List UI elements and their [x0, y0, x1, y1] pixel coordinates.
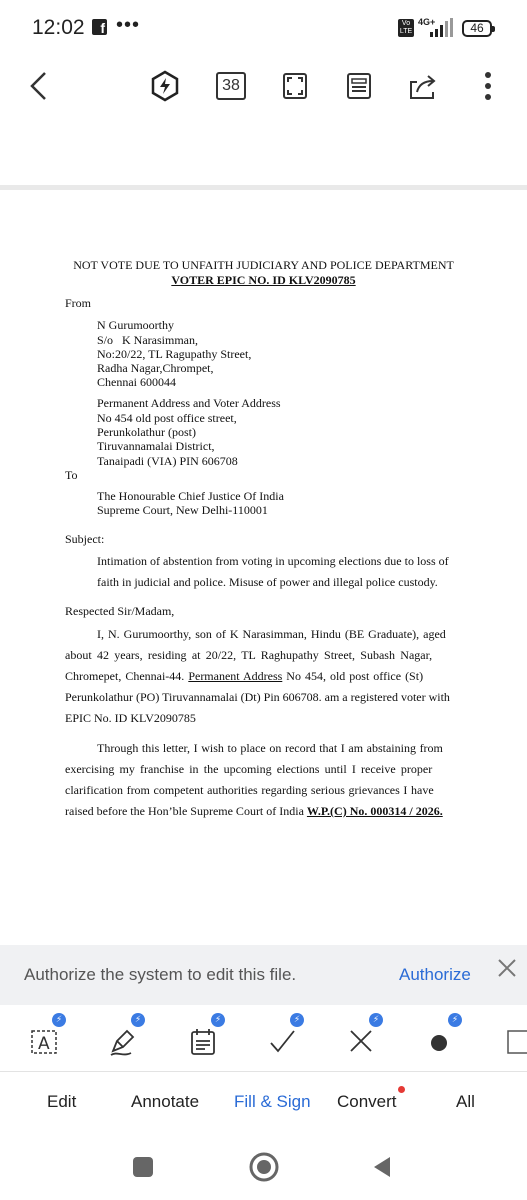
home-icon — [248, 1151, 280, 1183]
from-label: From — [65, 296, 92, 310]
salutation: Respected Sir/Madam, — [65, 604, 175, 618]
recipient-line: The Honourable Chief Justice Of India — [97, 489, 284, 503]
bottom-tabs — [0, 1071, 527, 1133]
lightning-badge-icon: ⚡ — [369, 1013, 383, 1027]
network-type: 4G+ — [418, 17, 436, 27]
sender-line: Chennai 600044 — [97, 375, 176, 389]
share-icon — [407, 72, 439, 100]
text-box-icon — [30, 1027, 60, 1057]
paragraph-text: raised before the Hon’ble Supreme Court of India — [65, 804, 304, 818]
cross-icon — [347, 1027, 377, 1057]
permanent-address-line: Tiruvannamalai District, — [97, 439, 215, 453]
back-button[interactable] — [18, 66, 58, 106]
more-notifications-icon: ••• — [116, 14, 141, 36]
dot-tool[interactable] — [414, 1015, 464, 1061]
tab-annotate[interactable]: Annotate — [131, 1092, 200, 1111]
sender-line: Radha Nagar,Chrompet, — [97, 361, 214, 375]
tab-convert[interactable]: Convert — [337, 1092, 397, 1111]
date-tool[interactable] — [177, 1015, 227, 1061]
paragraph-line — [65, 669, 423, 684]
permanent-address-line: Perunkolathur (post) — [97, 425, 196, 439]
page-count-button[interactable] — [211, 66, 251, 106]
paragraph-line: I, N. Gurumoorthy, son of K Narasimman, Hindu (BE Graduate), aged — [97, 627, 446, 641]
check-tool[interactable] — [256, 1015, 306, 1061]
lightning-badge-icon: ⚡ — [211, 1013, 225, 1027]
permanent-address-line: Permanent Address and Voter Address — [97, 396, 281, 410]
subject-line: Intimation of abstention from voting in upcoming elections due to loss of — [97, 554, 449, 568]
facebook-notification-icon: f — [92, 19, 107, 35]
subject-line: faith in judicial and police. Misuse of power and illegal police custody. — [97, 575, 438, 589]
box-icon — [506, 1027, 527, 1057]
ai-assistant-button[interactable] — [145, 66, 185, 106]
text-tool[interactable] — [18, 1015, 68, 1061]
cross-tool[interactable] — [335, 1015, 385, 1061]
tab-all[interactable]: All — [456, 1092, 475, 1111]
lightning-hexagon-icon — [150, 70, 180, 102]
paragraph-line: clarification from competent authorities regarding serious grievances I have — [65, 783, 434, 797]
lightning-badge-icon: ⚡ — [131, 1013, 145, 1027]
volte-icon: Vo LTE — [399, 20, 413, 35]
paragraph-line: Perunkolathur (PO) Tiruvannamalai (Dt) Pin 606708. am a registered voter with — [65, 690, 450, 704]
document-page — [0, 190, 527, 945]
fullscreen-icon — [282, 72, 308, 100]
paragraph-line — [65, 804, 443, 819]
authorize-button[interactable]: Authorize — [399, 965, 471, 984]
page-count: 38 — [216, 72, 246, 100]
tab-edit[interactable]: Edit — [47, 1092, 77, 1111]
checkmark-icon — [268, 1027, 298, 1057]
fill-sign-tools — [0, 1005, 527, 1071]
notification-dot — [398, 1086, 405, 1093]
paragraph-text: No 454, old post office (St) — [286, 669, 424, 683]
battery-icon: 46 — [462, 20, 492, 37]
permanent-address-underlined: Permanent Address — [188, 669, 283, 683]
dot-icon — [426, 1027, 456, 1057]
box-tool[interactable] — [494, 1015, 527, 1061]
permanent-address-line: Tanaipadi (VIA) PIN 606708 — [97, 454, 238, 468]
paragraph-line: exercising my franchise in the upcoming elections until I receive proper — [65, 762, 433, 776]
to-label: To — [65, 468, 78, 482]
more-vertical-icon — [484, 71, 492, 101]
fullscreen-button[interactable] — [275, 66, 315, 106]
pen-sign-icon — [109, 1027, 139, 1057]
lightning-badge-icon: ⚡ — [290, 1013, 304, 1027]
recents-icon — [132, 1156, 154, 1178]
authorize-message: Authorize the system to edit this file. — [24, 965, 297, 984]
close-icon[interactable] — [496, 957, 518, 979]
epic-heading: VOTER EPIC NO. ID KLV2090785 — [171, 273, 356, 287]
back-triangle-icon — [370, 1155, 394, 1179]
recents-button[interactable] — [125, 1149, 161, 1185]
lightning-badge-icon: ⚡ — [52, 1013, 66, 1027]
back-nav-button[interactable] — [364, 1149, 400, 1185]
paragraph-line: EPIC No. ID KLV2090785 — [65, 711, 196, 725]
sender-line: S/o K Narasimman, — [97, 333, 198, 347]
subject-label: Subject: — [65, 532, 105, 546]
lightning-badge-icon: ⚡ — [448, 1013, 462, 1027]
more-menu-button[interactable] — [468, 66, 508, 106]
reader-mode-icon — [346, 72, 372, 100]
paragraph-line: Through this letter, I wish to place on record that I am abstaining from — [97, 741, 443, 755]
paragraph-text: Chromepet, Chennai-44. — [65, 669, 185, 683]
share-button[interactable] — [403, 66, 443, 106]
document-heading: NOT VOTE DUE TO UNFAITH JUDICIARY AND POLICE DEPARTMENT — [73, 258, 454, 272]
tab-fill-sign[interactable]: Fill & Sign — [234, 1092, 311, 1111]
reader-mode-button[interactable] — [339, 66, 379, 106]
status-bar — [0, 0, 527, 58]
sender-line: N Gurumoorthy — [97, 318, 174, 332]
case-number: W.P.(C) No. 000314 / 2026. — [306, 804, 443, 818]
svg-text:A: A — [38, 1034, 50, 1054]
calendar-icon — [189, 1027, 219, 1057]
system-navigation-bar — [0, 1133, 527, 1200]
home-button[interactable] — [246, 1149, 282, 1185]
authorize-banner — [0, 945, 527, 1005]
paragraph-line: about 42 years, residing at 20/22, TL Raghupathy Street, Subash Nagar, — [65, 648, 433, 662]
back-arrow-icon — [27, 71, 49, 101]
recipient-line: Supreme Court, New Delhi-110001 — [97, 503, 268, 517]
sender-line: No:20/22, TL Ragupathy Street, — [97, 347, 252, 361]
permanent-address-line: No 454 old post office street, — [97, 411, 237, 425]
clock: 12:02 — [32, 16, 85, 39]
signature-tool[interactable] — [97, 1015, 147, 1061]
top-toolbar — [0, 58, 527, 116]
